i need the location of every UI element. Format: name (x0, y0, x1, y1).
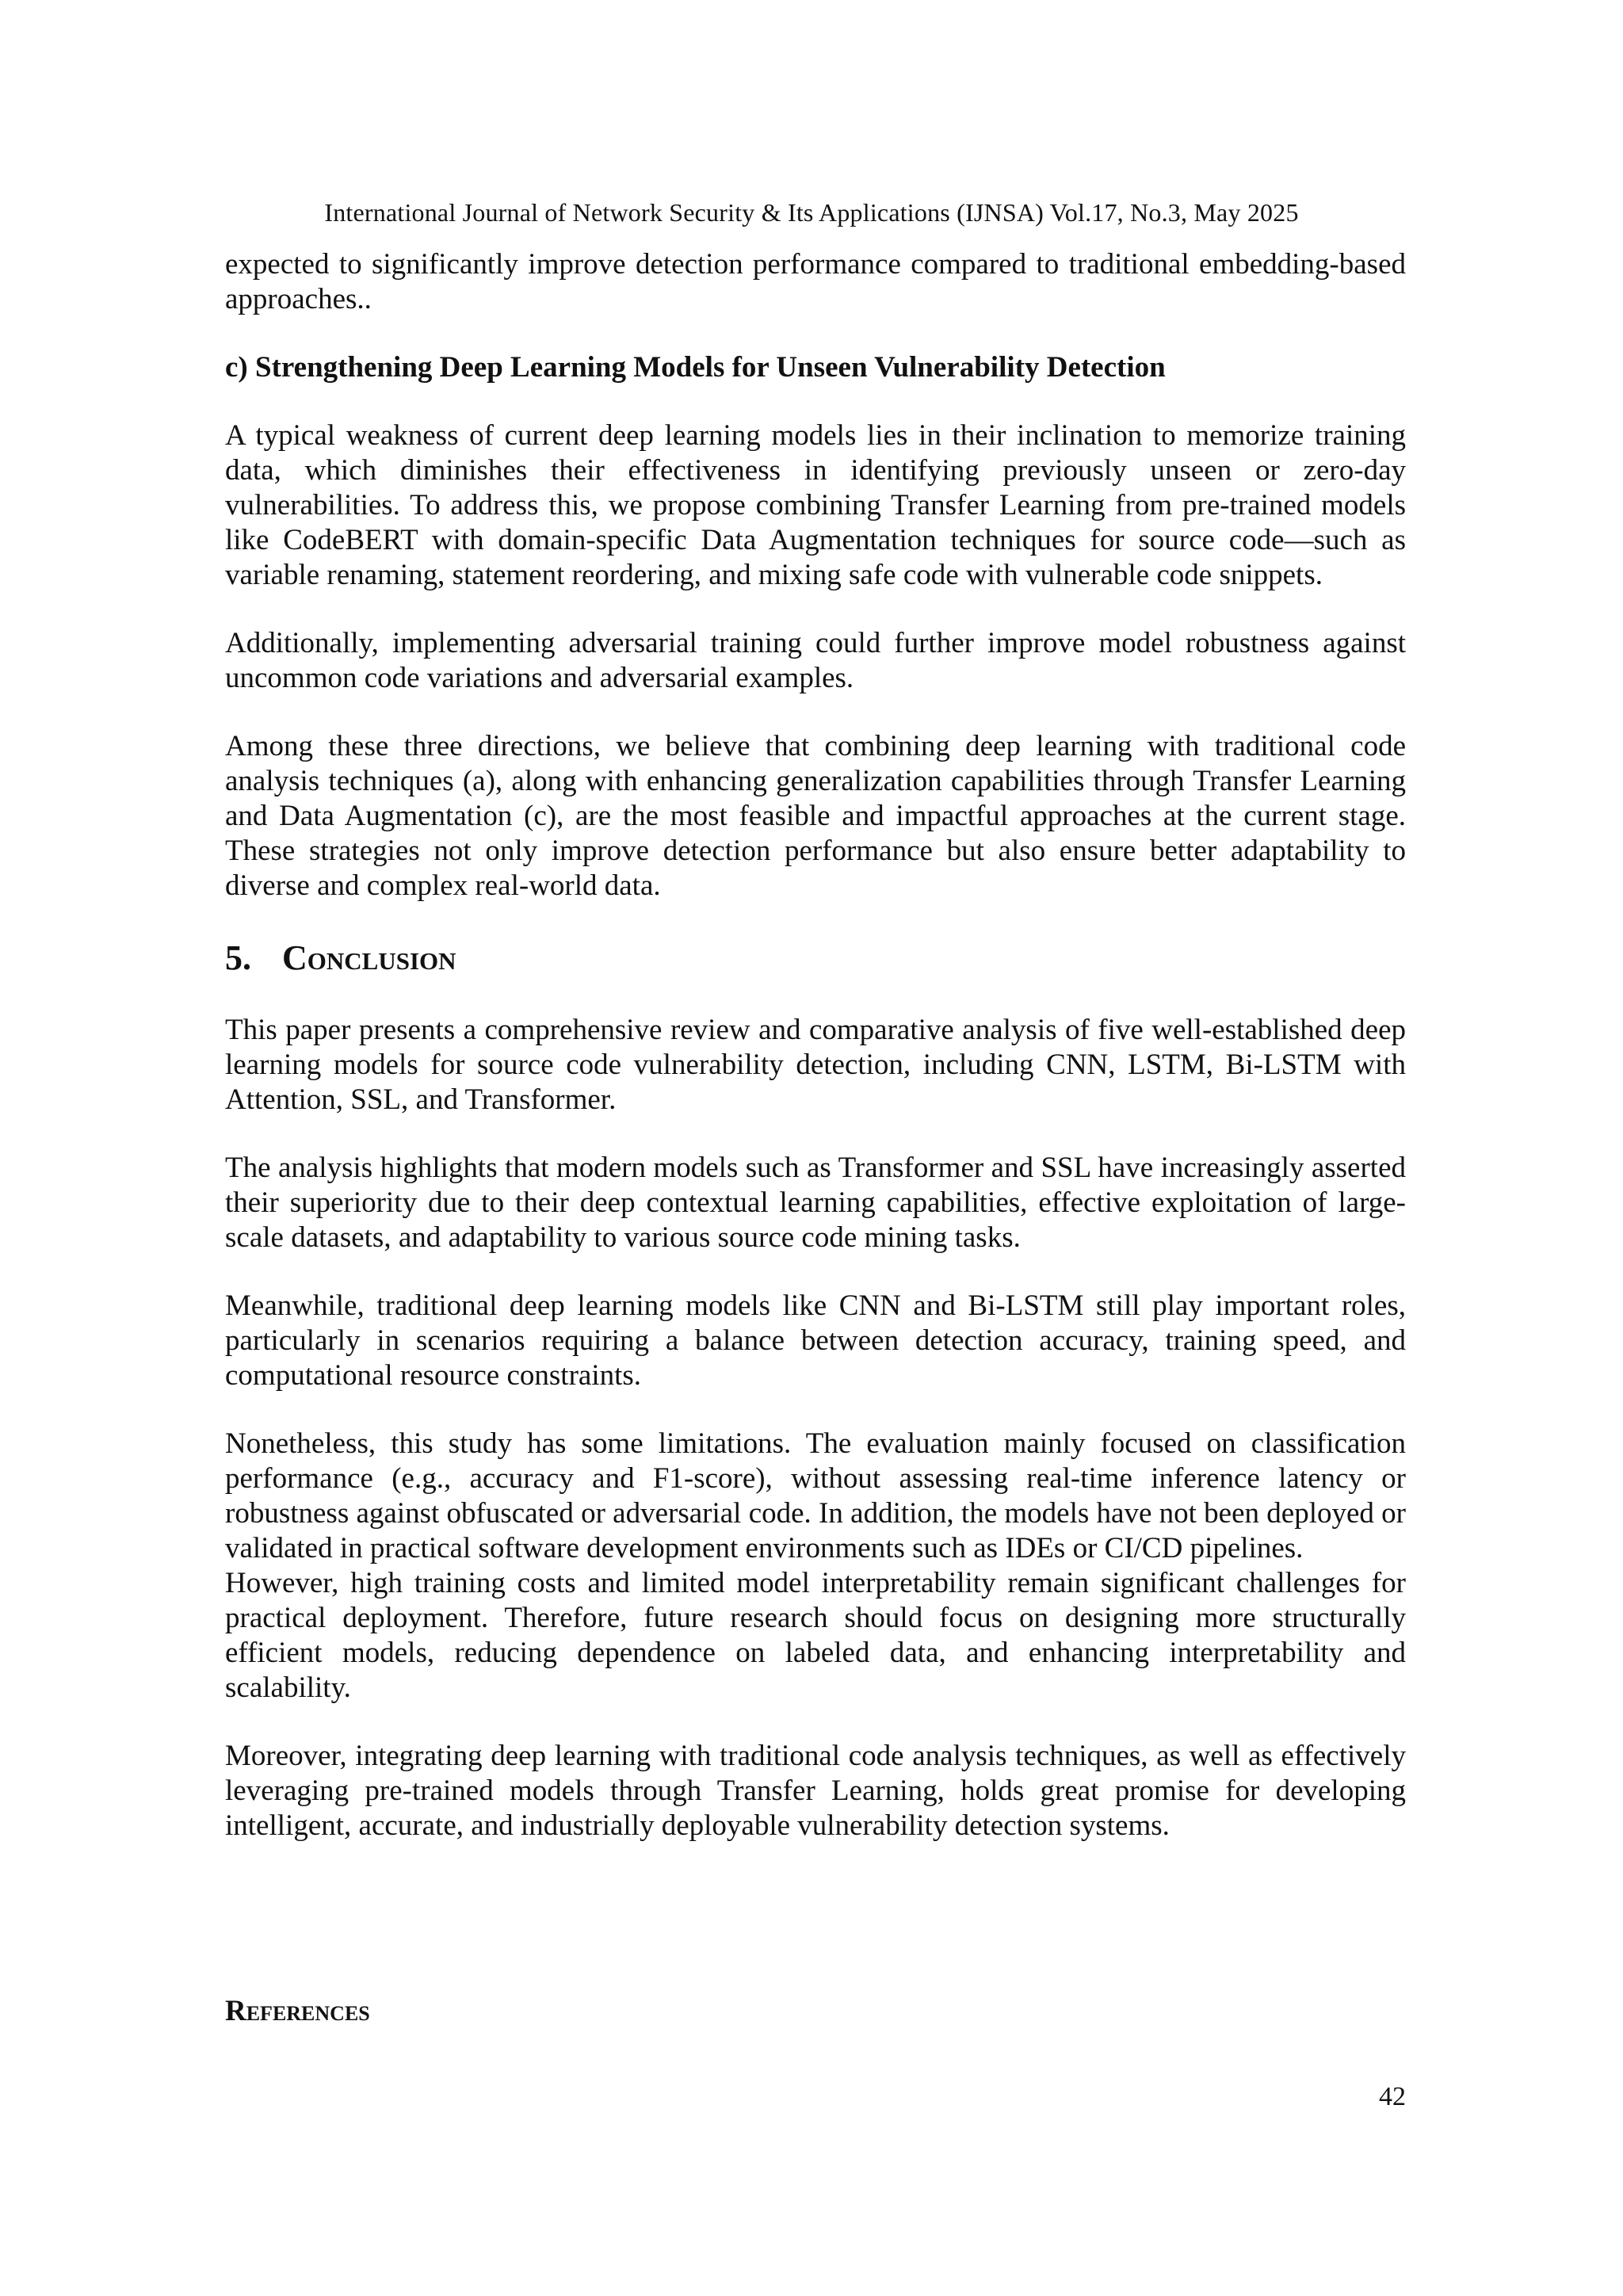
running-header: International Journal of Network Security & Its Applications (IJNSA) Vol.17, No.3, May 2025 (324, 198, 1299, 227)
conclusion-paragraph-4a: Nonetheless, this study has some limitations. The evaluation mainly focused on classification performance (e.g., accuracy and F1-score), without assessing real-time inference latency or robustness against obfuscated or adversarial code. In addition, the models have not been deployed or validated in practical software development environments such as IDEs or CI/CD pipelines. (225, 1427, 1406, 1564)
subsection-c-paragraph-3: Among these three directions, we believe that combining deep learning with traditional code analysis techniques (a), along with enhancing generalization capabilities through Transfer Learning and Data Augmentation (c), are the most feasible and impactful approaches at the current stage. These strategies not only improve detection performance but also ensure better adaptability to diverse and complex real-world data. (225, 730, 1406, 902)
subsection-c-title: c) Strengthening Deep Learning Models for Unseen Vulnerability Detection (225, 351, 1166, 384)
conclusion-paragraph-5: Moreover, integrating deep learning with traditional code analysis techniques, as well as effectively leveraging pre-trained models through Transfer Learning, holds great promise for developing intelligent, accurate, and industrially deployable vulnerability detection systems. (225, 1740, 1406, 1842)
conclusion-heading (225, 937, 1406, 980)
section-number: 5. (225, 938, 251, 977)
subsection-c-paragraph-2: Additionally, implementing adversarial training could further improve model robustness against uncommon code variations and adversarial examples. (225, 627, 1406, 694)
subsection-c-paragraph-1: A typical weakness of current deep learning models lies in their inclination to memorize training data, which diminishes their effectiveness in identifying previously unseen or zero-day vulnerabilities. To address this, we propose combining Transfer Learning from pre-trained models like CodeBERT with domain-specific Data Augmentation techniques for source code—such as variable renaming, statement reordering, and mixing safe code with vulnerable code snippets. (225, 419, 1406, 591)
conclusion-paragraph-1: This paper presents a comprehensive review and comparative analysis of five well-established deep learning models for source code vulnerability detection, including CNN, LSTM, Bi-LSTM with Attention, SSL, and Transformer. (225, 1014, 1406, 1116)
conclusion-paragraph-2: The analysis highlights that modern models such as Transformer and SSL have increasingly asserted their superiority due to their deep contextual learning capabilities, effective exploitation of large-scale datasets, and adaptability to various source code mining tasks. (225, 1152, 1406, 1254)
section-title: Conclusion (282, 938, 456, 977)
page-content (225, 247, 1406, 1877)
conclusion-paragraph-3: Meanwhile, traditional deep learning models like CNN and Bi-LSTM still play important roles, particularly in scenarios requiring a balance between detection accuracy, training speed, and computational resource constraints. (225, 1289, 1406, 1392)
conclusion-paragraph-4b: However, high training costs and limited model interpretability remain significant challenges for practical deployment. Therefore, future research should focus on designing more structurally efficient models, reducing dependence on labeled data, and enhancing interpretability and scalability. (225, 1567, 1406, 1704)
references-heading: References (225, 1995, 370, 2027)
page-number: 42 (1379, 2082, 1406, 2111)
continuation-paragraph: expected to significantly improve detection performance compared to traditional embedding-based approaches.. (225, 248, 1406, 315)
